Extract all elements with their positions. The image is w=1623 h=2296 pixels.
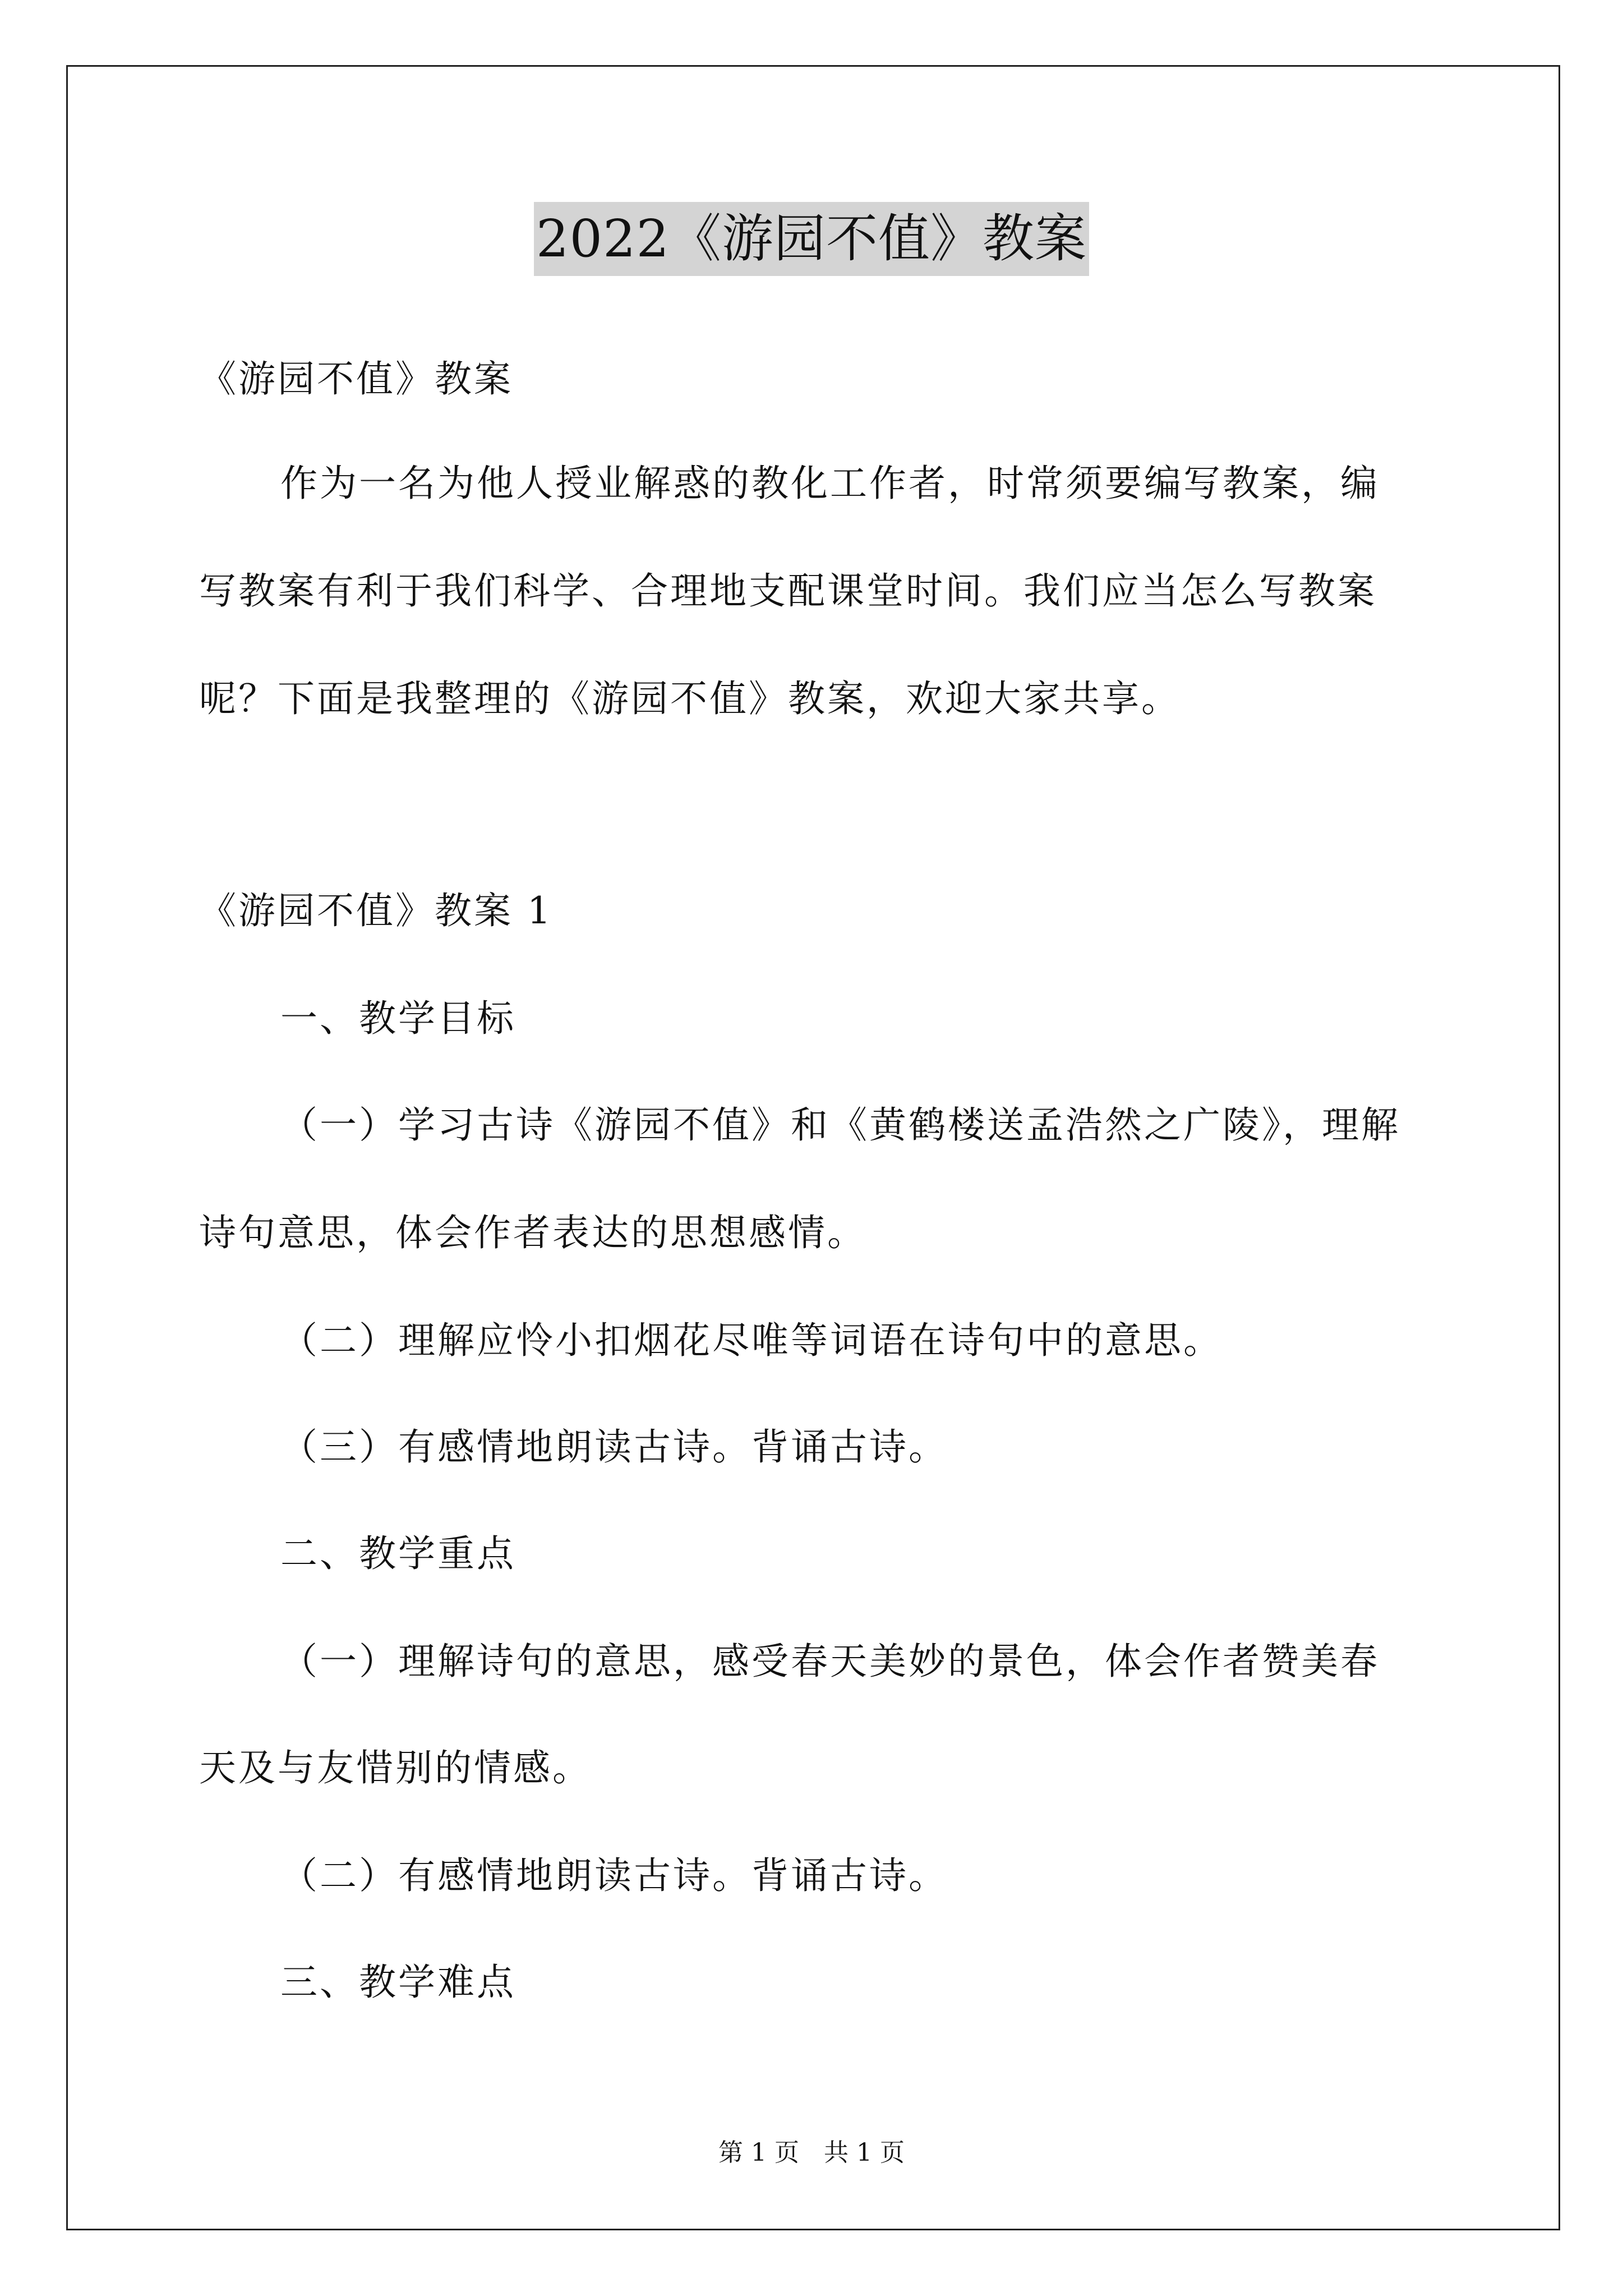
intro-line-1: 作为一名为他人授业解惑的教化工作者，时常须要编写教案，编 — [280, 462, 1380, 505]
goal-1-line-1: （一）学习古诗《游园不值》和《黄鹤楼送孟浩然之广陵》，理解 — [280, 1103, 1400, 1147]
heading-difficulty: 三、教学难点 — [280, 1961, 516, 2004]
document-title: 2022《游园不值》教案 — [534, 202, 1089, 276]
key-2: （二）有感情地朗读古诗。背诵古诗。 — [280, 1854, 948, 1897]
goal-2: （二）理解应怜小扣烟花尽唯等词语在诗句中的意思。 — [280, 1319, 1223, 1362]
heading-key-points: 二、教学重点 — [280, 1532, 516, 1575]
heading-goals: 一、教学目标 — [280, 997, 516, 1040]
document-subtitle: 《游园不值》教案 — [199, 357, 513, 401]
goal-3: （三）有感情地朗读古诗。背诵古诗。 — [280, 1425, 948, 1469]
key-1-line-2: 天及与友惜别的情感。 — [199, 1746, 592, 1789]
title-container — [0, 202, 1623, 276]
intro-line-2: 写教案有利于我们科学、合理地支配课堂时间。我们应当怎么写教案 — [199, 569, 1377, 613]
section-title: 《游园不值》教案 1 — [199, 889, 553, 932]
intro-line-3: 呢？下面是我整理的《游园不值》教案，欢迎大家共享。 — [199, 677, 1181, 720]
key-1-line-1: （一）理解诗句的意思，感受春天美妙的景色，体会作者赞美春 — [280, 1640, 1380, 1683]
page-footer: 第 1 页 共 1 页 — [718, 2138, 905, 2167]
goal-1-line-2: 诗句意思，体会作者表达的思想感情。 — [199, 1211, 866, 1254]
